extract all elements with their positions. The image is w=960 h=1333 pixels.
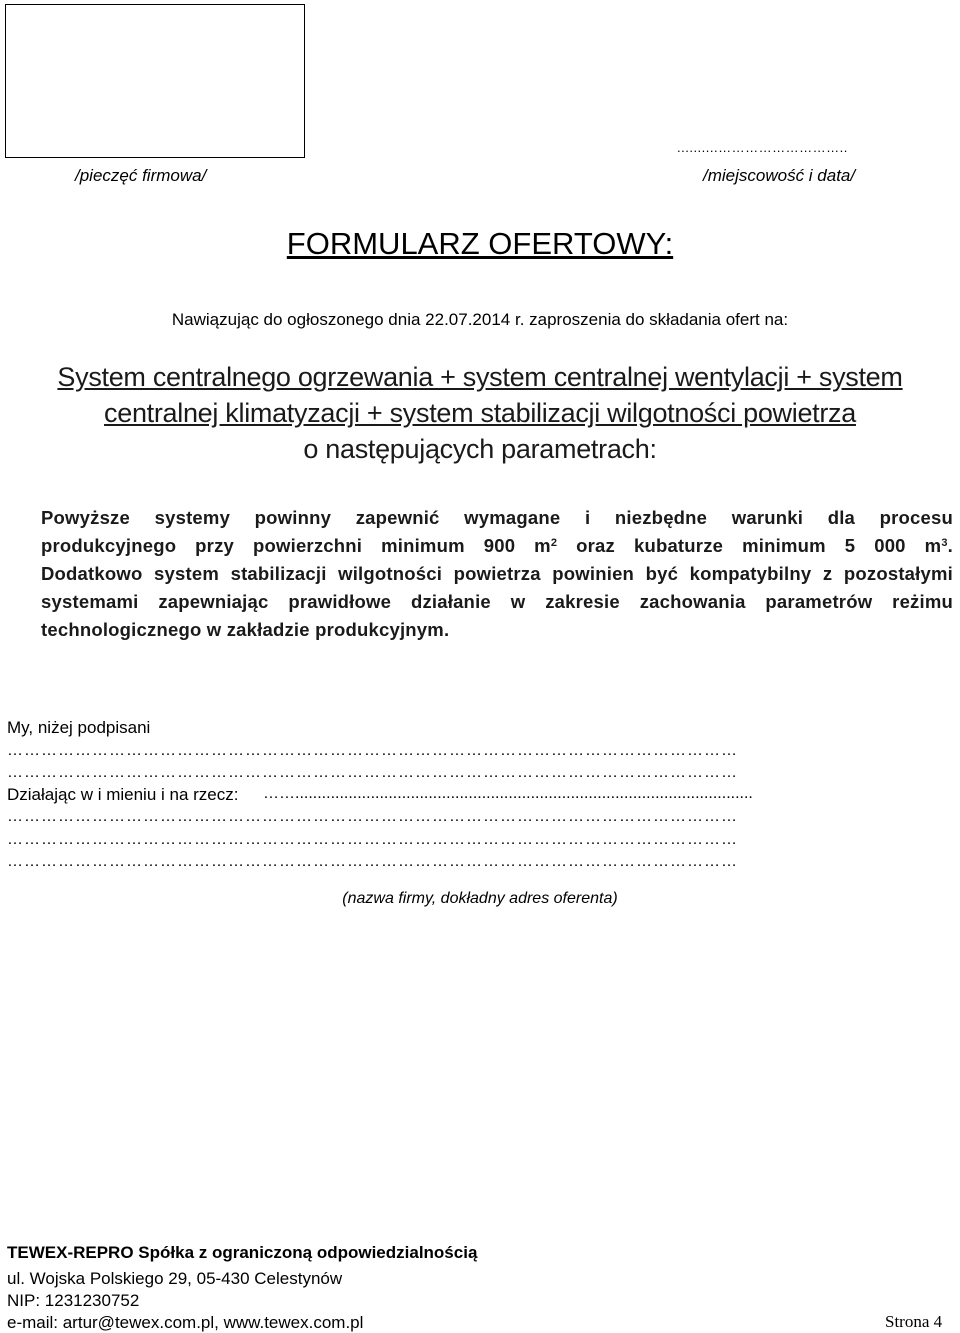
description-line-2-part-b: oraz kubaturze minimum 5 000 m xyxy=(557,535,942,556)
date-placeholder-dots: ..........……………………….. xyxy=(677,140,848,155)
company-field-line-3: ………………………………………………………………………………………………………………… xyxy=(7,853,738,870)
description-line-5: technologicznego w zakładzie produkcyjnym. xyxy=(41,619,450,640)
company-field-line-2: ………………………………………………………………………………………………………………… xyxy=(7,831,738,848)
volume-unit-exponent: 3 xyxy=(941,537,948,549)
page-number: Strona 4 xyxy=(885,1312,943,1331)
footer-nip: NIP: 1231230752 xyxy=(7,1291,140,1310)
signatories-field-line-2: ………………………………………………………………………………………………………………… xyxy=(7,764,738,781)
signatories-label: My, niżej podpisani xyxy=(7,718,151,737)
description-line-2-part-a: produkcyjnego przy powierzchni minimum 900 m xyxy=(41,535,551,556)
signatories-field-line-1: ………………………………………………………………………………………………………………… xyxy=(7,742,738,759)
date-label: /miejscowość i data/ xyxy=(703,166,856,185)
description-line-2 xyxy=(41,535,953,557)
description-line-2-part-c: . xyxy=(947,535,953,556)
stamp-label: /pieczęć firmowa/ xyxy=(75,166,207,185)
description-line-1: Powyższe systemy powinny zapewnić wymagane i niezbędne warunki dla procesu xyxy=(41,507,953,528)
description-line-4: systemami zapewniając prawidłowe działanie w zakresie zachowania parametrów reżimu xyxy=(41,591,953,612)
footer-contact: e-mail: artur@tewex.com.pl, www.tewex.com.pl xyxy=(7,1313,364,1332)
intro-text: Nawiązując do ogłoszonego dnia 22.07.2014 r. zaproszenia do składania ofert na: xyxy=(171,310,789,329)
page-title: FORMULARZ OFERTOWY: xyxy=(286,226,674,261)
description-line-3: Dodatkowo system stabilizacji wilgotności powietrza powinien być kompatybilny z pozostałymi xyxy=(41,563,953,584)
company-field-caption: (nazwa firmy, dokładny adres oferenta) xyxy=(342,890,618,907)
subject-line-1: System centralnego ogrzewania + system centralnej wentylacji + system xyxy=(57,362,903,392)
subject-line-2: centralnej klimatyzacji + system stabilizacji wilgotności powietrza xyxy=(104,398,856,428)
footer-company-name: TEWEX-REPRO Spółka z ograniczoną odpowiedzialnością xyxy=(7,1243,478,1262)
acting-on-behalf-field: ……....................................................................................................... xyxy=(263,785,753,802)
footer-address: ul. Wojska Polskiego 29, 05-430 Celestynów xyxy=(7,1269,343,1288)
area-unit-exponent: 2 xyxy=(550,537,558,549)
company-stamp-box xyxy=(5,4,305,158)
acting-on-behalf-label: Działając w i mieniu i na rzecz: xyxy=(7,785,239,804)
company-field-line-1: ………………………………………………………………………………………………………………… xyxy=(7,808,738,825)
subject-line-3: o następujących parametrach: xyxy=(303,434,657,464)
